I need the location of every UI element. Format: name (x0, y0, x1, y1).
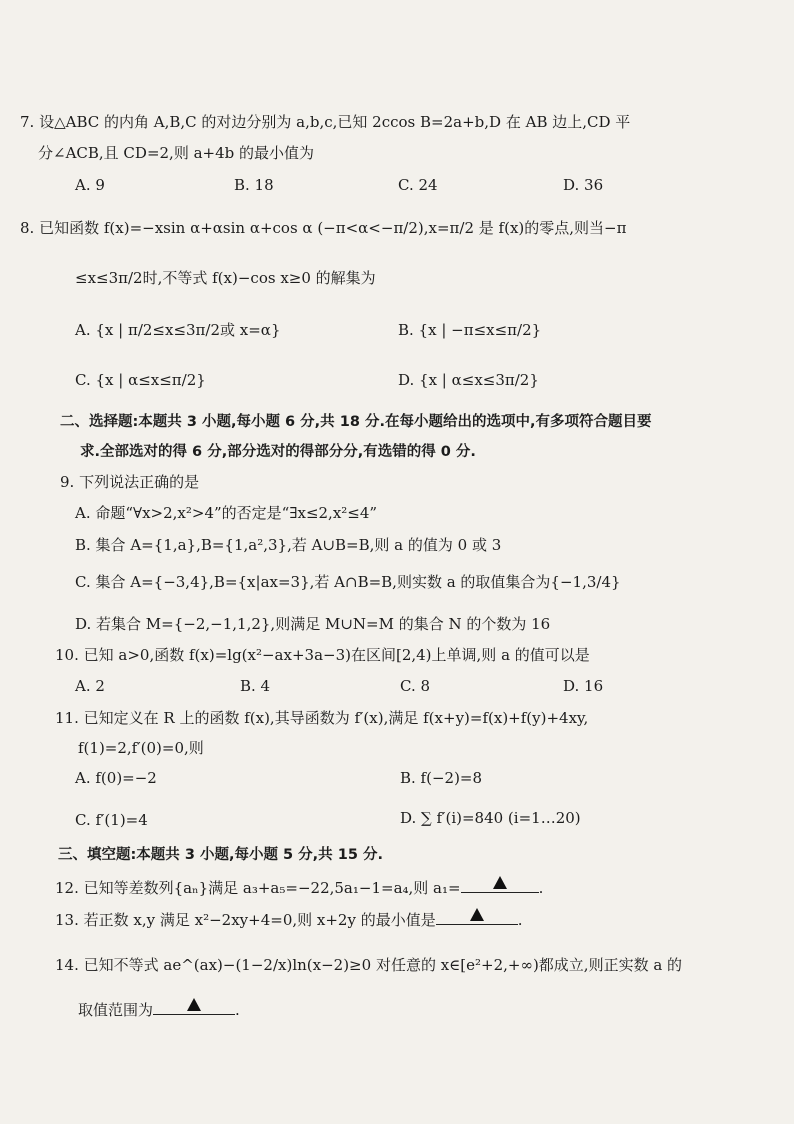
q12-answer-blank[interactable] (461, 876, 539, 893)
q8-stem-line2: ≤x≤3π/2时,不等式 f(x)−cos x≥0 的解集为 (75, 269, 376, 287)
section3-heading: 三、填空题:本题共 3 小题,每小题 5 分,共 15 分. (58, 847, 383, 863)
q11-stem-line2: f(1)=2,f′(0)=0,则 (78, 739, 204, 757)
q11-option-a: A. f(0)=−2 (75, 769, 157, 787)
q10-option-c: C. 8 (400, 677, 431, 695)
q10-option-d: D. 16 (563, 677, 604, 695)
q11-stem-line1: 11. 已知定义在 R 上的函数 f(x),其导函数为 f′(x),满足 f(x+y)=f(x)+f(y)+4xy, (55, 709, 589, 727)
q9-option-c: C. 集合 A={−3,4},B={x|ax=3},若 A∩B=B,则实数 a 的取值集合为{−1,3/4} (75, 573, 621, 591)
q9-option-b: B. 集合 A={1,a},B={1,a²,3},若 A∪B=B,则 a 的值为 0 或 3 (75, 536, 502, 554)
q12-end: . (538, 879, 544, 897)
section2-heading-line2: 求.全部选对的得 6 分,部分选对的得部分分,有选错的得 0 分. (80, 444, 476, 460)
q7-option-a: A. 9 (75, 176, 105, 194)
triangle-marker-icon (493, 876, 507, 889)
q8-stem-line1: 8. 已知函数 f(x)=−xsin α+αsin α+cos α (−π<α<−π/2),x=π/2 是 f(x)的零点,则当−π (20, 219, 627, 237)
q8-option-b: B. {x | −π≤x≤π/2} (398, 321, 542, 339)
q14-end: . (235, 1001, 240, 1019)
q14-line2 (78, 998, 240, 1020)
q8-option-c: C. {x | α≤x≤π/2} (75, 371, 206, 389)
q11-option-d: D. ∑ f′(i)=840 (i=1…20) (400, 809, 581, 827)
q9-option-d: D. 若集合 M={−2,−1,1,2},则满足 M∪N=M 的集合 N 的个数为 16 (75, 615, 551, 633)
q13-end: . (517, 911, 523, 929)
q8-option-d: D. {x | α≤x≤3π/2} (398, 371, 539, 389)
q13-stem: 13. 若正数 x,y 满足 x²−2xy+4=0,则 x+2y 的最小值是 (55, 911, 436, 929)
q13-line (55, 908, 523, 930)
q9-option-a: A. 命题“∀x>2,x²>4”的否定是“∃x≤2,x²≤4” (75, 504, 378, 522)
q13-answer-blank[interactable] (436, 908, 518, 925)
q12-stem: 12. 已知等差数列{aₙ}满足 a₃+a₅=−22,5a₁−1=a₄,则 a₁= (55, 879, 461, 897)
q9-stem: 9. 下列说法正确的是 (60, 473, 200, 491)
q11-option-c: C. f′(1)=4 (75, 811, 148, 829)
q7-option-b: B. 18 (234, 176, 274, 194)
q10-stem: 10. 已知 a>0,函数 f(x)=lg(x²−ax+3a−3)在区间[2,4)上单调,则 a 的值可以是 (55, 646, 590, 664)
q7-stem-line2: 分∠ACB,且 CD=2,则 a+4b 的最小值为 (38, 144, 315, 162)
triangle-marker-icon (470, 908, 484, 921)
q7-option-c: C. 24 (398, 176, 438, 194)
section2-heading-line1: 二、选择题:本题共 3 小题,每小题 6 分,共 18 分.在每小题给出的选项中,有多项符合题目要 (60, 414, 652, 430)
q10-option-a: A. 2 (75, 677, 105, 695)
q7-stem-line1: 7. 设△ABC 的内角 A,B,C 的对边分别为 a,b,c,已知 2ccos B=2a+b,D 在 AB 边上,CD 平 (20, 113, 631, 131)
q14-stem-line2: 取值范围为 (78, 1001, 154, 1019)
q10-option-b: B. 4 (240, 677, 271, 695)
q14-answer-blank[interactable] (153, 998, 235, 1015)
triangle-marker-icon (187, 998, 201, 1011)
q14-stem-line1: 14. 已知不等式 ae^(ax)−(1−2/x)ln(x−2)≥0 对任意的 x∈[e²+2,+∞)都成立,则正实数 a 的 (55, 956, 683, 974)
q7-option-d: D. 36 (563, 176, 604, 194)
q8-option-a: A. {x | π/2≤x≤3π/2或 x=α} (75, 321, 281, 339)
q11-option-b: B. f(−2)=8 (400, 769, 483, 787)
q12-line (55, 876, 543, 898)
